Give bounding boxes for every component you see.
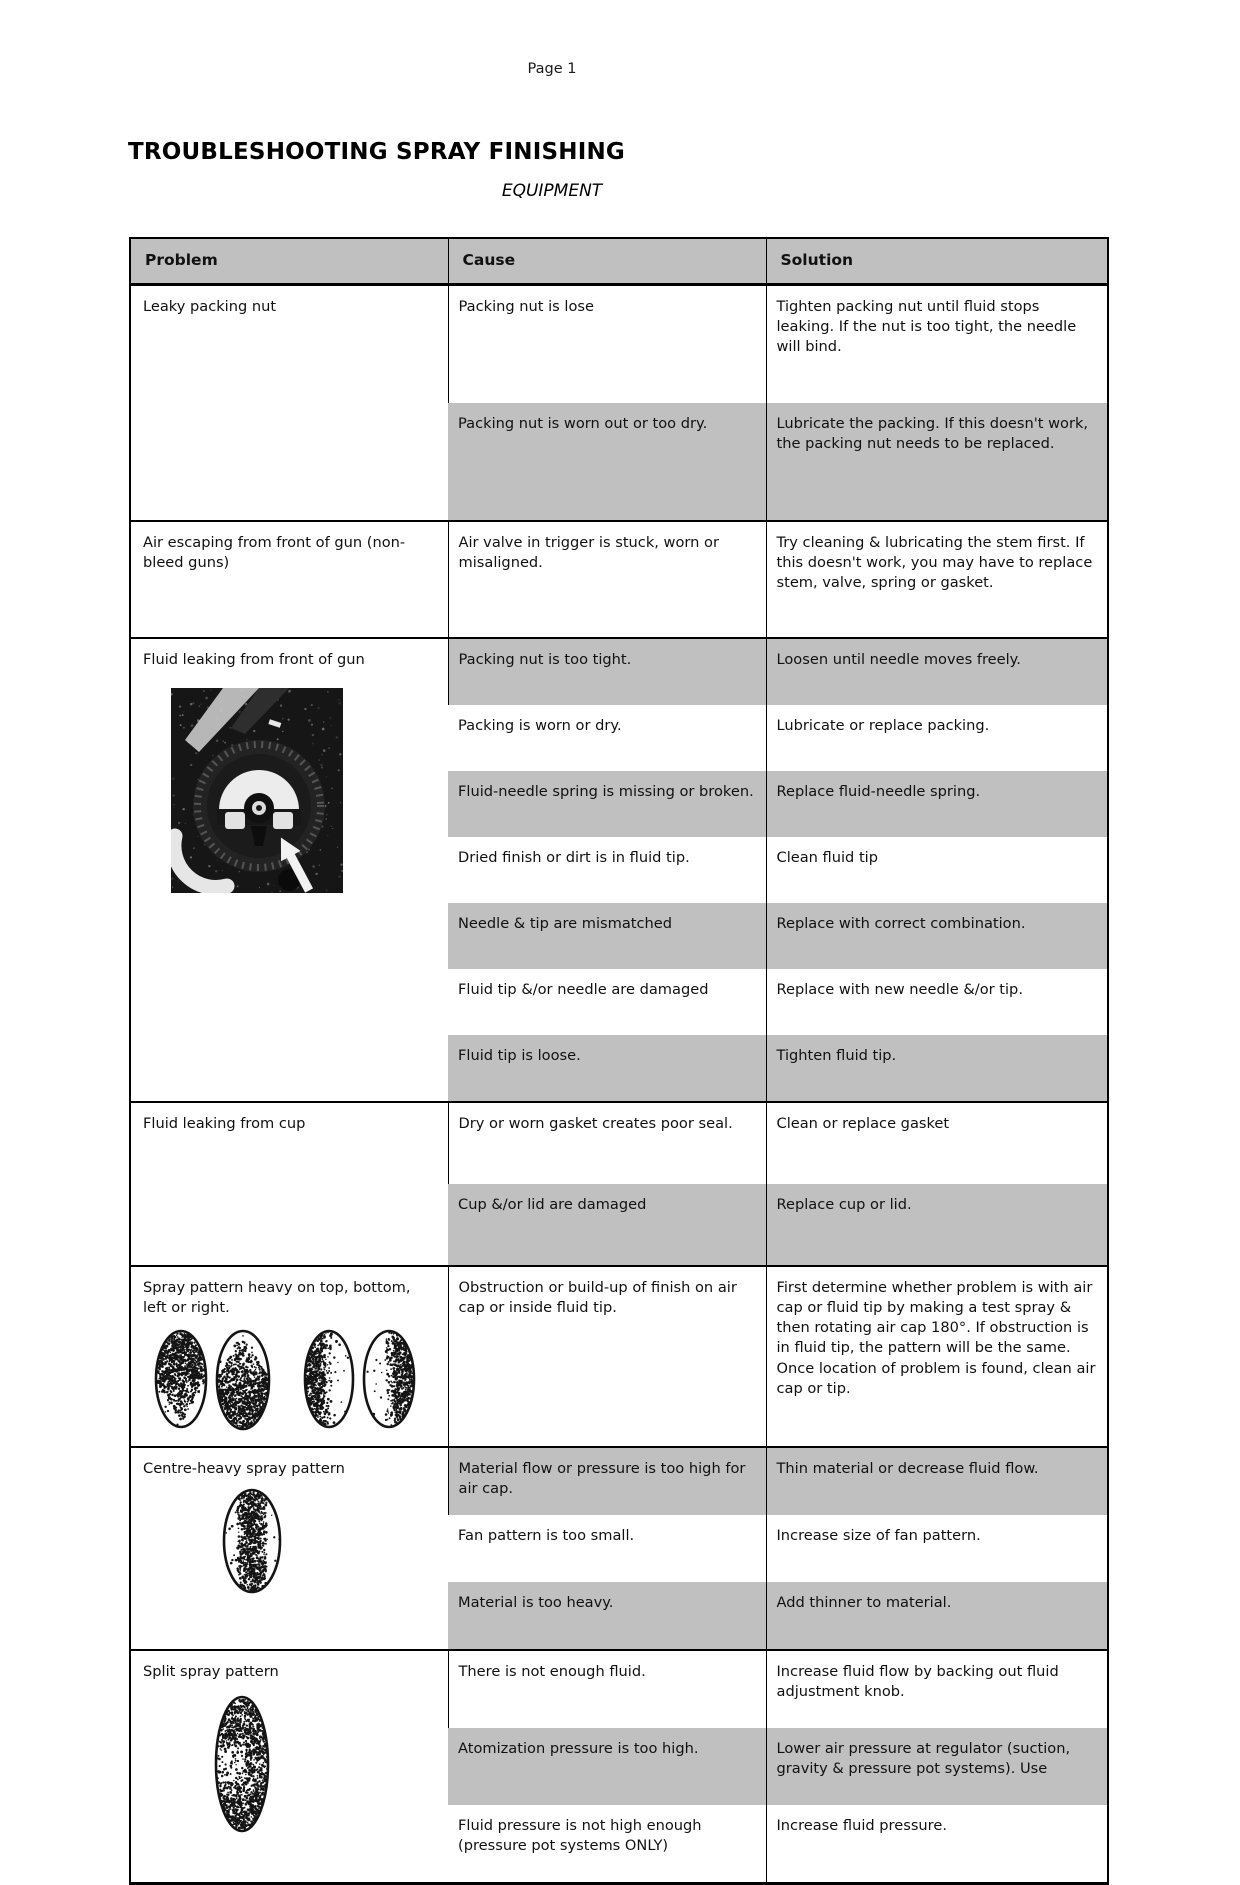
solution-cell: Replace with correct combination. bbox=[766, 903, 1108, 969]
cause-cell: Packing nut is worn out or too dry. bbox=[448, 403, 766, 521]
solution-cell: Try cleaning & lubricating the stem first. If this doesn't work, you may have to replace stem, valve, spring or gasket. bbox=[766, 521, 1108, 638]
problem-cell bbox=[130, 285, 448, 522]
problem-cell bbox=[130, 521, 448, 638]
table-row bbox=[130, 1447, 1108, 1515]
cause-cell: Fluid tip &/or needle are damaged bbox=[448, 969, 766, 1035]
page-subtitle-wrap bbox=[0, 181, 1104, 201]
problem-text: Fluid leaking from cup bbox=[143, 1115, 305, 1132]
solution-cell: Lower air pressure at regulator (suction, gravity & pressure pot systems). Use bbox=[766, 1728, 1108, 1805]
solution-cell: Clean fluid tip bbox=[766, 837, 1108, 903]
problem-text: Air escaping from front of gun (non-bleed guns) bbox=[143, 534, 405, 571]
spray-gun-photo-figure bbox=[171, 688, 432, 899]
column-header-cause: Cause bbox=[448, 238, 766, 285]
problem-text: Fluid leaking from front of gun bbox=[143, 651, 365, 668]
split-pattern-figure bbox=[213, 1694, 432, 1840]
header-row bbox=[130, 238, 1108, 285]
cause-cell: Packing nut is too tight. bbox=[448, 638, 766, 705]
table-row bbox=[130, 521, 1108, 638]
cause-cell: Dried finish or dirt is in fluid tip. bbox=[448, 837, 766, 903]
solution-cell: Replace cup or lid. bbox=[766, 1184, 1108, 1266]
spray-pattern-heavy-right bbox=[361, 1328, 417, 1430]
spray-pattern-heavy-left bbox=[302, 1328, 356, 1430]
solution-cell: First determine whether problem is with air cap or fluid tip by making a test spray & then rotating air cap 180°. If obstruction is in fluid tip, the pattern will be the same. Once location of problem is found, clean air cap or tip. bbox=[766, 1266, 1108, 1447]
cause-cell: Cup &/or lid are damaged bbox=[448, 1184, 766, 1266]
solution-cell: Increase fluid pressure. bbox=[766, 1805, 1108, 1884]
cause-cell: Packing is worn or dry. bbox=[448, 705, 766, 771]
cause-cell: Needle & tip are mismatched bbox=[448, 903, 766, 969]
page-subtitle: EQUIPMENT bbox=[502, 181, 602, 201]
solution-cell: Lubricate or replace packing. bbox=[766, 705, 1108, 771]
solution-cell: Tighten fluid tip. bbox=[766, 1035, 1108, 1102]
page-number-wrap bbox=[0, 58, 1104, 77]
page-number: Page 1 bbox=[528, 61, 577, 77]
cause-cell: Fluid pressure is not high enough (pressure pot systems ONLY) bbox=[448, 1805, 766, 1884]
cause-cell: Packing nut is lose bbox=[448, 285, 766, 404]
table-row bbox=[130, 1266, 1108, 1447]
cause-cell: Atomization pressure is too high. bbox=[448, 1728, 766, 1805]
cause-cell: Dry or worn gasket creates poor seal. bbox=[448, 1102, 766, 1184]
spray-pattern-heavy-top bbox=[153, 1328, 209, 1430]
table-body bbox=[130, 285, 1108, 1884]
troubleshooting-table bbox=[129, 237, 1109, 1885]
solution-cell: Increase size of fan pattern. bbox=[766, 1515, 1108, 1582]
spray-pattern-centre-heavy bbox=[221, 1487, 283, 1595]
spray-pattern-heavy-bottom bbox=[214, 1328, 272, 1432]
spray-pattern-split bbox=[213, 1694, 271, 1834]
cause-cell: Material flow or pressure is too high for air cap. bbox=[448, 1447, 766, 1515]
cause-cell: There is not enough fluid. bbox=[448, 1650, 766, 1728]
column-header-solution: Solution bbox=[766, 238, 1108, 285]
table-row bbox=[130, 638, 1108, 705]
problem-text: Spray pattern heavy on top, bottom, left or right. bbox=[143, 1279, 411, 1316]
problem-cell bbox=[130, 1447, 448, 1650]
problem-text: Centre-heavy spray pattern bbox=[143, 1460, 345, 1477]
solution-cell: Clean or replace gasket bbox=[766, 1102, 1108, 1184]
column-header-problem: Problem bbox=[130, 238, 448, 285]
centre-heavy-pattern-figure bbox=[221, 1487, 432, 1601]
solution-cell: Lubricate the packing. If this doesn't work, the packing nut needs to be replaced. bbox=[766, 403, 1108, 521]
cause-cell: Air valve in trigger is stuck, worn or misaligned. bbox=[448, 521, 766, 638]
spray-patterns-figure bbox=[153, 1328, 432, 1432]
table-row bbox=[130, 285, 1108, 404]
cause-cell: Fluid-needle spring is missing or broken. bbox=[448, 771, 766, 837]
page-title: TROUBLESHOOTING SPRAY FINISHING bbox=[128, 139, 1240, 165]
problem-cell bbox=[130, 1266, 448, 1447]
cause-cell: Fluid tip is loose. bbox=[448, 1035, 766, 1102]
problem-cell bbox=[130, 1102, 448, 1266]
problem-text: Split spray pattern bbox=[143, 1663, 279, 1680]
solution-cell: Tighten packing nut until fluid stops leaking. If the nut is too tight, the needle will bind. bbox=[766, 285, 1108, 404]
cause-cell: Obstruction or build-up of finish on air cap or inside fluid tip. bbox=[448, 1266, 766, 1447]
table-row bbox=[130, 1102, 1108, 1184]
problem-text: Leaky packing nut bbox=[143, 298, 276, 315]
problem-cell bbox=[130, 638, 448, 1102]
solution-cell: Thin material or decrease fluid flow. bbox=[766, 1447, 1108, 1515]
solution-cell: Increase fluid flow by backing out fluid adjustment knob. bbox=[766, 1650, 1108, 1728]
cause-cell: Material is too heavy. bbox=[448, 1582, 766, 1650]
solution-cell: Replace with new needle &/or tip. bbox=[766, 969, 1108, 1035]
solution-cell: Loosen until needle moves freely. bbox=[766, 638, 1108, 705]
solution-cell: Add thinner to material. bbox=[766, 1582, 1108, 1650]
spray-gun-photo bbox=[171, 688, 343, 893]
cause-cell: Fan pattern is too small. bbox=[448, 1515, 766, 1582]
table-header bbox=[130, 238, 1108, 285]
solution-cell: Replace fluid-needle spring. bbox=[766, 771, 1108, 837]
table-row bbox=[130, 1650, 1108, 1728]
problem-cell bbox=[130, 1650, 448, 1884]
